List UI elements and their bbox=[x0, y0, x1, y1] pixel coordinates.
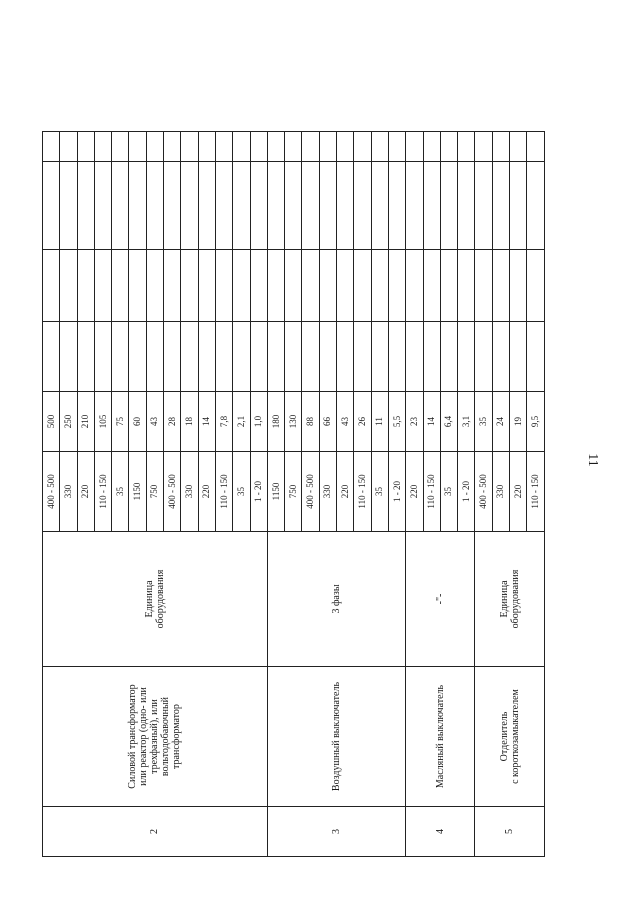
empty-cell bbox=[423, 250, 440, 322]
empty-cell bbox=[112, 250, 129, 322]
empty-cell bbox=[94, 162, 111, 250]
equipment-name-cell: Силовой трансформатор или реактор (одно- или трехфазный), или вольтодобавочный трансформатор bbox=[43, 667, 268, 807]
rotated-table-area bbox=[42, 132, 545, 857]
empty-cell bbox=[164, 162, 181, 250]
empty-cell bbox=[510, 132, 527, 162]
empty-cell bbox=[337, 162, 354, 250]
empty-cell bbox=[43, 132, 60, 162]
voltage-cell: 1 - 20 bbox=[250, 452, 267, 532]
empty-cell bbox=[423, 132, 440, 162]
unit-cell: 3 фазы bbox=[267, 532, 405, 667]
empty-cell bbox=[302, 162, 319, 250]
empty-cell bbox=[319, 250, 336, 322]
voltage-cell: 750 bbox=[146, 452, 163, 532]
empty-cell bbox=[250, 250, 267, 322]
empty-cell bbox=[60, 132, 77, 162]
empty-cell bbox=[458, 132, 475, 162]
empty-cell bbox=[198, 250, 215, 322]
empty-cell bbox=[164, 322, 181, 392]
value-cell: 75 bbox=[112, 392, 129, 452]
empty-cell bbox=[440, 162, 457, 250]
table-row bbox=[475, 132, 492, 857]
empty-cell bbox=[492, 322, 509, 392]
empty-cell bbox=[233, 250, 250, 322]
unit-cell: Единица оборудования bbox=[475, 532, 545, 667]
value-cell: 180 bbox=[267, 392, 284, 452]
empty-cell bbox=[60, 250, 77, 322]
empty-cell bbox=[406, 322, 423, 392]
empty-cell bbox=[146, 132, 163, 162]
empty-cell bbox=[406, 250, 423, 322]
empty-cell bbox=[164, 250, 181, 322]
voltage-cell: 330 bbox=[181, 452, 198, 532]
empty-cell bbox=[388, 250, 405, 322]
empty-cell bbox=[337, 250, 354, 322]
empty-cell bbox=[285, 162, 302, 250]
empty-cell bbox=[406, 132, 423, 162]
value-cell: 60 bbox=[129, 392, 146, 452]
empty-cell bbox=[337, 132, 354, 162]
voltage-cell: 220 bbox=[198, 452, 215, 532]
empty-cell bbox=[319, 132, 336, 162]
empty-cell bbox=[215, 250, 232, 322]
voltage-cell: 400 - 500 bbox=[43, 452, 60, 532]
empty-cell bbox=[354, 322, 371, 392]
empty-cell bbox=[319, 162, 336, 250]
value-cell: 210 bbox=[77, 392, 94, 452]
empty-cell bbox=[181, 132, 198, 162]
empty-cell bbox=[354, 162, 371, 250]
empty-cell bbox=[285, 322, 302, 392]
voltage-cell: 35 bbox=[112, 452, 129, 532]
empty-cell bbox=[77, 132, 94, 162]
empty-cell bbox=[371, 322, 388, 392]
empty-cell bbox=[233, 132, 250, 162]
value-cell: 6,4 bbox=[440, 392, 457, 452]
item-number-cell: 2 bbox=[43, 807, 268, 857]
empty-cell bbox=[146, 250, 163, 322]
value-cell: 14 bbox=[198, 392, 215, 452]
empty-cell bbox=[250, 162, 267, 250]
empty-cell bbox=[475, 132, 492, 162]
voltage-cell: 110 - 150 bbox=[215, 452, 232, 532]
value-cell: 14 bbox=[423, 392, 440, 452]
voltage-cell: 35 bbox=[371, 452, 388, 532]
empty-cell bbox=[94, 322, 111, 392]
empty-cell bbox=[475, 162, 492, 250]
table-body bbox=[43, 132, 545, 857]
empty-cell bbox=[164, 132, 181, 162]
empty-cell bbox=[319, 322, 336, 392]
voltage-cell: 110 - 150 bbox=[94, 452, 111, 532]
empty-cell bbox=[198, 162, 215, 250]
value-cell: 2,1 bbox=[233, 392, 250, 452]
value-cell: 250 bbox=[60, 392, 77, 452]
empty-cell bbox=[527, 132, 545, 162]
voltage-cell: 330 bbox=[319, 452, 336, 532]
empty-cell bbox=[388, 132, 405, 162]
empty-cell bbox=[388, 162, 405, 250]
equipment-norms-table bbox=[42, 131, 545, 857]
empty-cell bbox=[440, 322, 457, 392]
empty-cell bbox=[233, 162, 250, 250]
empty-cell bbox=[198, 132, 215, 162]
empty-cell bbox=[94, 132, 111, 162]
voltage-cell: 220 bbox=[77, 452, 94, 532]
empty-cell bbox=[302, 322, 319, 392]
equipment-name-cell: Масляный выключатель bbox=[406, 667, 475, 807]
empty-cell bbox=[129, 162, 146, 250]
empty-cell bbox=[267, 322, 284, 392]
empty-cell bbox=[371, 250, 388, 322]
value-cell: 1,0 bbox=[250, 392, 267, 452]
empty-cell bbox=[527, 162, 545, 250]
value-cell: 23 bbox=[406, 392, 423, 452]
empty-cell bbox=[77, 250, 94, 322]
voltage-cell: 220 bbox=[406, 452, 423, 532]
empty-cell bbox=[250, 132, 267, 162]
empty-cell bbox=[492, 132, 509, 162]
voltage-cell: 400 - 500 bbox=[302, 452, 319, 532]
value-cell: 7,8 bbox=[215, 392, 232, 452]
equipment-name-cell: Отделитель с короткозамыкателем bbox=[475, 667, 545, 807]
empty-cell bbox=[43, 162, 60, 250]
value-cell: 24 bbox=[492, 392, 509, 452]
empty-cell bbox=[527, 250, 545, 322]
empty-cell bbox=[215, 132, 232, 162]
voltage-cell: 750 bbox=[285, 452, 302, 532]
empty-cell bbox=[43, 250, 60, 322]
value-cell: 43 bbox=[146, 392, 163, 452]
voltage-cell: 220 bbox=[337, 452, 354, 532]
empty-cell bbox=[181, 162, 198, 250]
value-cell: 66 bbox=[319, 392, 336, 452]
empty-cell bbox=[250, 322, 267, 392]
voltage-cell: 1150 bbox=[267, 452, 284, 532]
empty-cell bbox=[492, 162, 509, 250]
table-row bbox=[267, 132, 284, 857]
value-cell: 11 bbox=[371, 392, 388, 452]
empty-cell bbox=[302, 250, 319, 322]
empty-cell bbox=[267, 250, 284, 322]
empty-cell bbox=[267, 132, 284, 162]
empty-cell bbox=[285, 250, 302, 322]
empty-cell bbox=[475, 250, 492, 322]
empty-cell bbox=[440, 250, 457, 322]
empty-cell bbox=[129, 132, 146, 162]
voltage-cell: 220 bbox=[510, 452, 527, 532]
empty-cell bbox=[112, 162, 129, 250]
empty-cell bbox=[129, 322, 146, 392]
item-number-cell: 4 bbox=[406, 807, 475, 857]
value-cell: 500 bbox=[43, 392, 60, 452]
unit-cell: Единица оборудования bbox=[43, 532, 268, 667]
empty-cell bbox=[337, 322, 354, 392]
table-row bbox=[43, 132, 60, 857]
empty-cell bbox=[371, 162, 388, 250]
voltage-cell: 110 - 150 bbox=[527, 452, 545, 532]
voltage-cell: 1 - 20 bbox=[388, 452, 405, 532]
empty-cell bbox=[43, 322, 60, 392]
empty-cell bbox=[510, 250, 527, 322]
value-cell: 9,5 bbox=[527, 392, 545, 452]
voltage-cell: 35 bbox=[233, 452, 250, 532]
value-cell: 88 bbox=[302, 392, 319, 452]
empty-cell bbox=[198, 322, 215, 392]
empty-cell bbox=[146, 162, 163, 250]
voltage-cell: 1150 bbox=[129, 452, 146, 532]
empty-cell bbox=[354, 250, 371, 322]
empty-cell bbox=[181, 322, 198, 392]
voltage-cell: 330 bbox=[60, 452, 77, 532]
empty-cell bbox=[215, 322, 232, 392]
empty-cell bbox=[129, 250, 146, 322]
value-cell: 130 bbox=[285, 392, 302, 452]
empty-cell bbox=[267, 162, 284, 250]
empty-cell bbox=[475, 322, 492, 392]
empty-cell bbox=[112, 132, 129, 162]
empty-cell bbox=[510, 162, 527, 250]
empty-cell bbox=[406, 162, 423, 250]
empty-cell bbox=[458, 322, 475, 392]
value-cell: 19 bbox=[510, 392, 527, 452]
empty-cell bbox=[423, 162, 440, 250]
empty-cell bbox=[458, 250, 475, 322]
item-number-cell: 3 bbox=[267, 807, 405, 857]
empty-cell bbox=[285, 132, 302, 162]
empty-cell bbox=[146, 322, 163, 392]
empty-cell bbox=[60, 322, 77, 392]
voltage-cell: 330 bbox=[492, 452, 509, 532]
table-row bbox=[406, 132, 423, 857]
empty-cell bbox=[181, 250, 198, 322]
value-cell: 43 bbox=[337, 392, 354, 452]
voltage-cell: 1 - 20 bbox=[458, 452, 475, 532]
value-cell: 5,5 bbox=[388, 392, 405, 452]
empty-cell bbox=[94, 250, 111, 322]
unit-cell: -"- bbox=[406, 532, 475, 667]
voltage-cell: 110 - 150 bbox=[423, 452, 440, 532]
empty-cell bbox=[112, 322, 129, 392]
empty-cell bbox=[77, 322, 94, 392]
equipment-name-cell: Воздушный выключатель bbox=[267, 667, 405, 807]
value-cell: 3,1 bbox=[458, 392, 475, 452]
page-number: 11 bbox=[585, 453, 600, 467]
empty-cell bbox=[510, 322, 527, 392]
empty-cell bbox=[302, 132, 319, 162]
empty-cell bbox=[440, 132, 457, 162]
rotated-table-container bbox=[42, 132, 545, 857]
empty-cell bbox=[215, 162, 232, 250]
empty-cell bbox=[233, 322, 250, 392]
voltage-cell: 35 bbox=[440, 452, 457, 532]
item-number-cell: 5 bbox=[475, 807, 545, 857]
voltage-cell: 110 - 150 bbox=[354, 452, 371, 532]
voltage-cell: 400 - 500 bbox=[164, 452, 181, 532]
empty-cell bbox=[458, 162, 475, 250]
empty-cell bbox=[423, 322, 440, 392]
empty-cell bbox=[388, 322, 405, 392]
empty-cell bbox=[371, 132, 388, 162]
value-cell: 35 bbox=[475, 392, 492, 452]
value-cell: 18 bbox=[181, 392, 198, 452]
empty-cell bbox=[60, 162, 77, 250]
value-cell: 28 bbox=[164, 392, 181, 452]
voltage-cell: 400 - 500 bbox=[475, 452, 492, 532]
empty-cell bbox=[527, 322, 545, 392]
value-cell: 105 bbox=[94, 392, 111, 452]
value-cell: 26 bbox=[354, 392, 371, 452]
empty-cell bbox=[492, 250, 509, 322]
empty-cell bbox=[77, 162, 94, 250]
empty-cell bbox=[354, 132, 371, 162]
